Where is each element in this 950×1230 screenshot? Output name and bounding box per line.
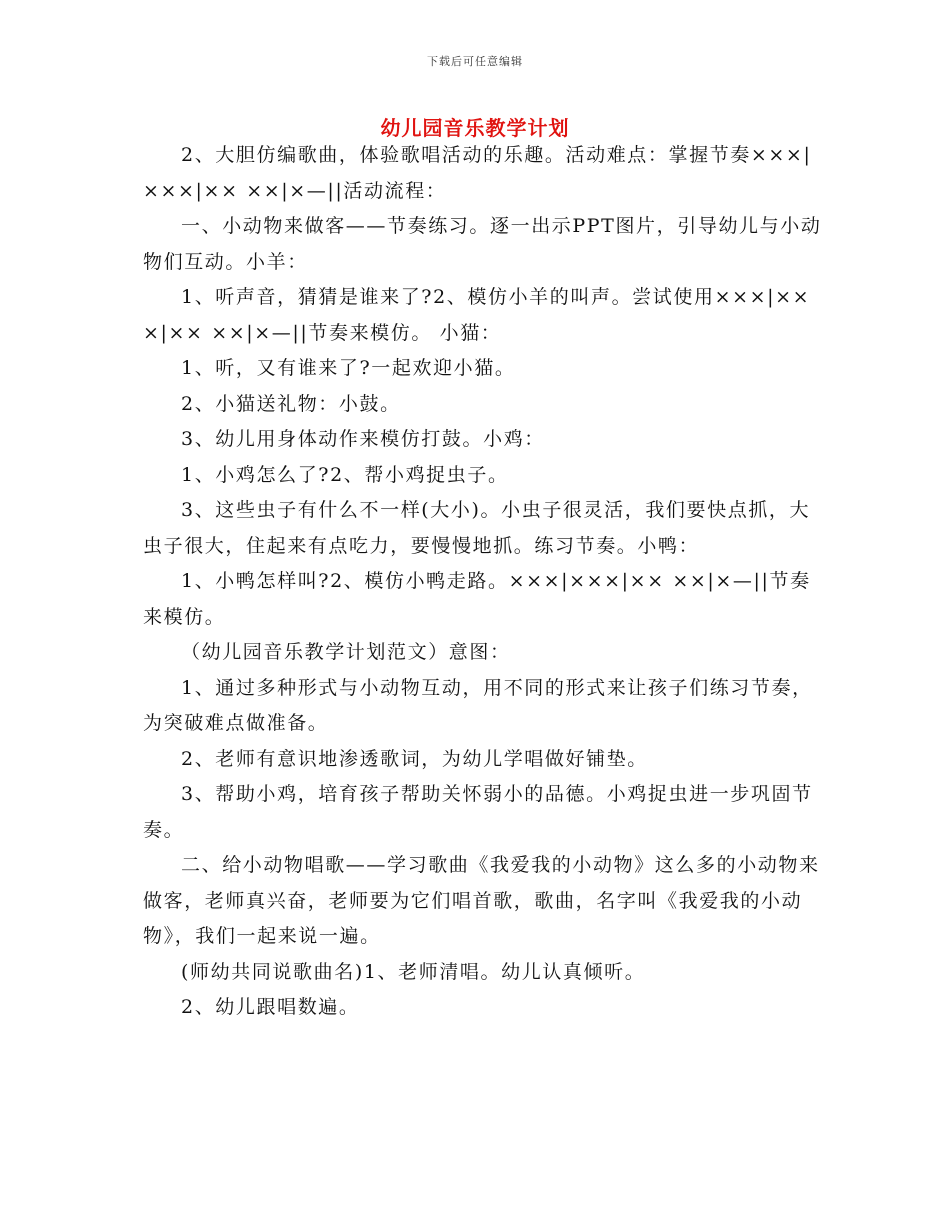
paragraph: 3、幼儿用身体动作来模仿打鼓。小鸡： xyxy=(181,428,545,450)
paragraph: （幼儿园音乐教学计划范文）意图： xyxy=(181,641,511,663)
document-body xyxy=(143,138,823,1026)
paragraph: (师幼共同说歌曲名)1、老师清唱。幼儿认真倾听。 xyxy=(181,960,646,983)
paragraph: 2、老师有意识地渗透歌词，为幼儿学唱做好铺垫。 xyxy=(181,747,648,770)
paragraph: 2、幼儿跟唱数遍。 xyxy=(181,996,360,1018)
paragraph: 1、听，又有谁来了?一起欢迎小猫。 xyxy=(181,357,516,379)
paragraph: 一、小动物来做客——节奏练习。逐一出示PPT图片，引导幼儿与小动物们互动。小羊： xyxy=(143,215,822,273)
paragraph: 3、帮助小鸡，培育孩子帮助关怀弱小的品德。小鸡捉虫进一步巩固节奏。 xyxy=(143,783,813,841)
paragraph: 1、听声音，猜猜是谁来了?2、模仿小羊的叫声。尝试使用×××|×××|×× ××|×—||节奏来模仿。 小猫： xyxy=(143,286,811,344)
paragraph: 二、给小动物唱歌——学习歌曲《我爱我的小动物》这么多的小动物来做客，老师真兴奋，老师要为它们唱首歌，歌曲，名字叫《我爱我的小动物》，我们一起来说一遍。 xyxy=(143,854,820,947)
paragraph: 1、小鸡怎么了?2、帮小鸡捉虫子。 xyxy=(181,463,509,486)
header-note: 下载后可任意编辑 xyxy=(427,55,523,68)
paragraph: 2、小猫送礼物：小鼓。 xyxy=(181,392,401,415)
paragraph: 3、这些虫子有什么不一样(大小)。小虫子很灵活，我们要快点抓，大虫子很大，住起来有点吃力，要慢慢地抓。练习节奏。小鸭： xyxy=(143,499,811,557)
paragraph: 1、小鸭怎样叫?2、模仿小鸭走路。×××|×××|×× ××|×—||节奏来模仿。 xyxy=(143,570,811,628)
paragraph: 1、通过多种形式与小动物互动，用不同的形式来让孩子们练习节奏，为突破难点做准备。 xyxy=(143,676,813,734)
paragraph: 2、大胆仿编歌曲，体验歌唱活动的乐趣。活动难点：掌握节奏×××|×××|×× ××|×—||活动流程： xyxy=(143,144,812,202)
document-title: 幼儿园音乐教学计划 xyxy=(380,116,570,140)
